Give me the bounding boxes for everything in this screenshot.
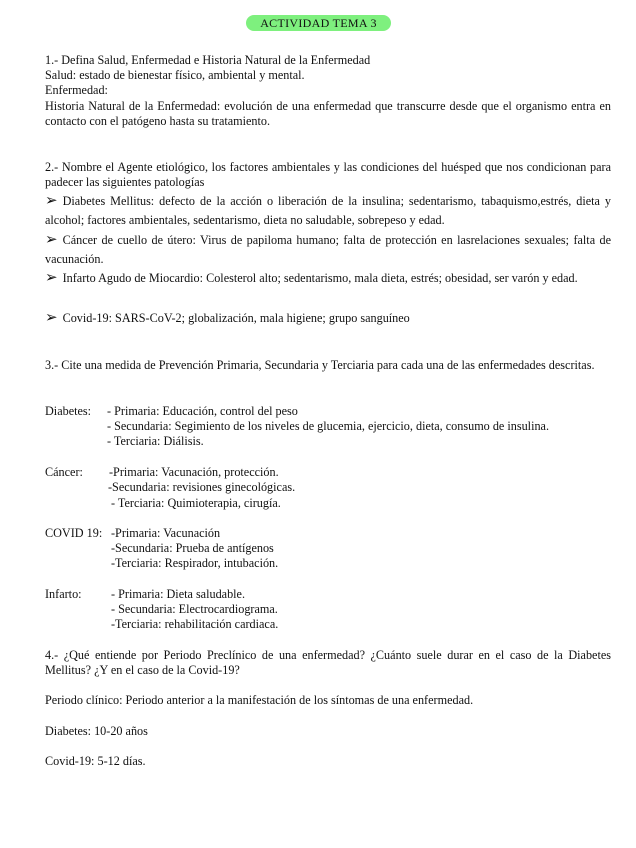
q3-cancer-terciaria: - Terciaria: Quimioterapia, cirugía. [111, 496, 281, 510]
q4-question: 4.- ¿Qué entiende por Periodo Preclínico de una enfermedad? ¿Cuánto suele durar en el caso de la Diabetes Mellitus? ¿Y en el caso de la Covid-19? [45, 648, 611, 677]
q3-covid-terciaria: -Terciaria: Respirador, intubación. [111, 556, 279, 570]
q4-diabetes: Diabetes: 10-20 años [45, 724, 148, 738]
q2-question: 2.- Nombre el Agente etiológico, los factores ambientales y las condiciones del huésped que nos condicionan para padecer las siguientes patologías [45, 160, 611, 189]
q1-question: 1.- Defina Salud, Enfermedad e Historia Natural de la Enfermedad [45, 53, 371, 67]
q3-cancer-primaria: -Primaria: Vacunación, protección. [109, 465, 279, 479]
arrowhead-bullet-icon: ➢ [45, 230, 58, 248]
q1-enfermedad: Enfermedad: [45, 83, 108, 97]
q2-item-text: Infarto Agudo de Miocardio: Colesterol alto; sedentarismo, mala dieta, estrés; obesidad, ser varón y edad. [62, 271, 578, 285]
arrowhead-bullet-icon: ➢ [45, 268, 58, 286]
q3-disease-covid: COVID 19: [45, 526, 103, 540]
arrowhead-bullet-icon: ➢ [45, 308, 58, 326]
q2-item-diabetes [45, 191, 611, 230]
q4-covid: Covid-19: 5-12 días. [45, 754, 146, 768]
q1-historia: Historia Natural de la Enfermedad: evolución de una enfermedad que transcurre desde que el organismo entra en contacto con el patógeno hasta su tratamiento. [45, 99, 611, 128]
q3-diabetes-primaria: - Primaria: Educación, control del peso [107, 404, 298, 418]
q2-item-text: Diabetes Mellitus: defecto de la acción o liberación de la insulina; sedentarismo, tabaquismo,estrés, dieta y alcohol; factores ambientales, sedentarismo, dieta no saludable, sobrepeso y edad. [45, 194, 611, 227]
q3-disease-cancer: Cáncer: [45, 465, 83, 479]
activity-title: ACTIVIDAD TEMA 3 [246, 15, 391, 31]
q3-infarto-terciaria: -Terciaria: rehabilitación cardiaca. [111, 617, 279, 631]
q2-item-infarto [45, 268, 611, 288]
q3-diabetes-secundaria: - Secundaria: Segimiento de los niveles de glucemia, ejercicio, dieta, consumo de insulina. [107, 419, 550, 433]
q2-item-cancer [45, 230, 611, 269]
q3-covid-primaria: -Primaria: Vacunación [111, 526, 221, 540]
q3-diabetes-terciaria: - Terciaria: Diálisis. [107, 434, 204, 448]
q3-question: 3.- Cite una medida de Prevención Primaria, Secundaria y Terciaria para cada una de las enfermedades descritas. [45, 358, 595, 372]
arrowhead-bullet-icon: ➢ [45, 191, 58, 209]
q3-infarto-secundaria: - Secundaria: Electrocardiograma. [111, 602, 278, 616]
q1-salud: Salud: estado de bienestar físico, ambiental y mental. [45, 68, 305, 82]
q3-cancer-secundaria: -Secundaria: revisiones ginecológicas. [108, 480, 296, 494]
q3-covid-secundaria: -Secundaria: Prueba de antígenos [111, 541, 274, 555]
q3-infarto-primaria: - Primaria: Dieta saludable. [111, 587, 246, 601]
q2-item-covid [45, 308, 611, 328]
q2-item-text: Cáncer de cuello de útero: Virus de papiloma humano; falta de protección en lasrelaciones sexuales; falta de vacunación. [45, 233, 611, 266]
q3-disease-infarto: Infarto: [45, 587, 82, 601]
q4-periodo: Periodo clínico: Periodo anterior a la manifestación de los síntomas de una enfermedad. [45, 693, 474, 707]
q2-item-text: Covid-19: SARS-CoV-2; globalización, mala higiene; grupo sanguíneo [62, 311, 410, 325]
q3-disease-diabetes: Diabetes: [45, 404, 92, 418]
